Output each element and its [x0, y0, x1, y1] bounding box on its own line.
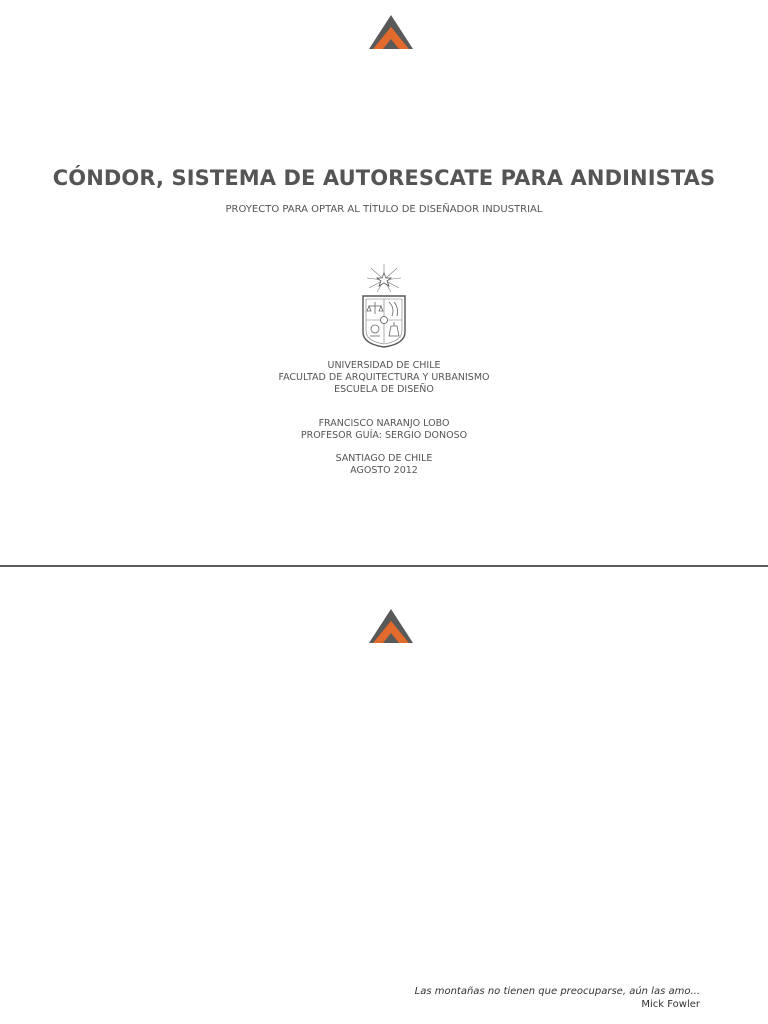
epigraph-page — [0, 567, 768, 1024]
university-name: UNIVERSIDAD DE CHILE — [327, 360, 441, 371]
author-name: FRANCISCO NARANJO LOBO — [318, 418, 450, 429]
quote-author: Mick Fowler — [641, 999, 700, 1010]
mountain-logo-icon — [369, 609, 413, 643]
place: SANTIAGO DE CHILE — [335, 453, 433, 464]
author-block — [0, 418, 768, 442]
epigraph-quote — [415, 985, 700, 1011]
institution-block — [0, 360, 768, 396]
place-date-block — [0, 453, 768, 477]
mountain-logo-icon — [369, 15, 413, 49]
faculty-name: FACULTAD DE ARQUITECTURA Y URBANISMO — [278, 372, 490, 383]
school-name: ESCUELA DE DISEÑO — [334, 384, 434, 395]
university-seal-icon — [359, 264, 409, 348]
advisor-name: PROFESOR GUÍA: SERGIO DONOSO — [300, 430, 468, 441]
document-title: CÓNDOR, SISTEMA DE AUTORESCATE PARA ANDINISTAS — [52, 166, 716, 190]
document-subtitle: PROYECTO PARA OPTAR AL TÍTULO DE DISEÑADOR INDUSTRIAL — [225, 204, 543, 215]
date: AGOSTO 2012 — [350, 465, 418, 476]
quote-text: Las montañas no tienen que preocuparse, aún las amo... — [414, 986, 700, 997]
